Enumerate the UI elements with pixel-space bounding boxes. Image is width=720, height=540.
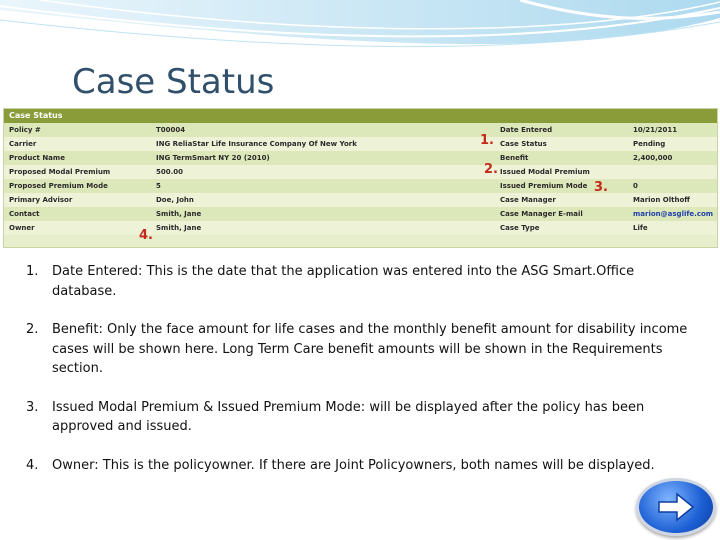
arrow-right-icon: [657, 492, 695, 522]
callout-marker-3: 3.: [594, 180, 608, 195]
note-number: 2.: [26, 322, 39, 337]
field-label: Product Name: [9, 154, 65, 162]
field-label: Issued Modal Premium: [500, 168, 590, 176]
note-number: 4.: [26, 457, 39, 473]
callout-marker-4: 4.: [139, 228, 153, 243]
field-label: Case Type: [500, 224, 540, 232]
list-item: [26, 262, 701, 301]
note-lead: Benefit:: [52, 322, 103, 337]
list-item: [26, 320, 701, 379]
field-label: Proposed Modal Premium: [9, 168, 111, 176]
note-text: will be displayed after the policy has been approved and issued.: [52, 399, 645, 434]
table-row: [4, 137, 717, 151]
next-slide-button[interactable]: [636, 478, 716, 536]
list-item: [26, 456, 701, 476]
field-value: Life: [633, 224, 648, 232]
field-value: ING TermSmart NY 20 (2010): [156, 154, 270, 162]
note-lead: Owner:: [52, 457, 99, 473]
note-number: 1.: [26, 264, 39, 279]
field-label: Carrier: [9, 140, 37, 148]
field-value: Doe, John: [156, 196, 194, 204]
field-label: Case Status: [500, 140, 547, 148]
field-value: 500.00: [156, 168, 184, 176]
note-lead: Issued Modal Premium & Issued Premium Mode:: [52, 399, 366, 415]
field-label: Benefit: [500, 154, 529, 162]
table-row: [4, 193, 717, 207]
field-value: T00004: [156, 126, 186, 134]
note-text: This is the date that the application was entered into the ASG Smart.Office database.: [52, 264, 635, 299]
field-value: 2,400,000: [633, 154, 673, 162]
callout-marker-2: 2.: [484, 162, 498, 177]
table-row: [4, 221, 717, 235]
note-lead: Date Entered:: [52, 264, 143, 279]
field-label: Policy #: [9, 126, 41, 134]
list-item: [26, 398, 701, 437]
field-label: Owner: [9, 224, 35, 232]
field-value: ING ReliaStar Life Insurance Company Of New York: [156, 140, 357, 148]
case-status-panel-header: Case Status: [4, 109, 717, 123]
field-label: Primary Advisor: [9, 196, 73, 204]
field-value: 5: [156, 182, 161, 190]
field-value: 10/21/2011: [633, 126, 678, 134]
field-value: Smith, Jane: [156, 224, 202, 232]
field-label: Contact: [9, 210, 40, 218]
table-row: [4, 207, 717, 221]
table-row: [4, 179, 717, 193]
case-status-panel: [3, 108, 718, 248]
note-text: Only the face amount for life cases and the monthly benefit amount for disability income cases will be shown here. Long Term Care benefit amounts will be shown in the Requirements section.: [52, 322, 688, 376]
case-manager-email-link[interactable]: marion@asglife.com: [633, 210, 714, 218]
note-number: 3.: [26, 399, 39, 415]
field-value: Marion Olthoff: [633, 196, 690, 204]
field-value: Pending: [633, 140, 666, 148]
note-text: This is the policyowner. If there are Joint Policyowners, both names will be displayed.: [102, 457, 655, 473]
case-status-rows: [4, 123, 717, 235]
notes-list: [26, 262, 701, 494]
field-value: 0: [633, 182, 638, 190]
field-value: Smith, Jane: [156, 210, 202, 218]
field-label: Date Entered: [500, 126, 553, 134]
header-decoration: [0, 0, 720, 70]
field-label: Case Manager E-mail: [500, 210, 583, 218]
callout-marker-1: 1.: [480, 133, 494, 148]
slide-title: Case Status: [72, 62, 275, 102]
table-row: [4, 123, 717, 137]
table-row: [4, 165, 717, 179]
field-label: Issued Premium Mode: [500, 182, 588, 190]
field-label: Case Manager: [500, 196, 556, 204]
table-row: [4, 151, 717, 165]
field-label: Proposed Premium Mode: [9, 182, 108, 190]
